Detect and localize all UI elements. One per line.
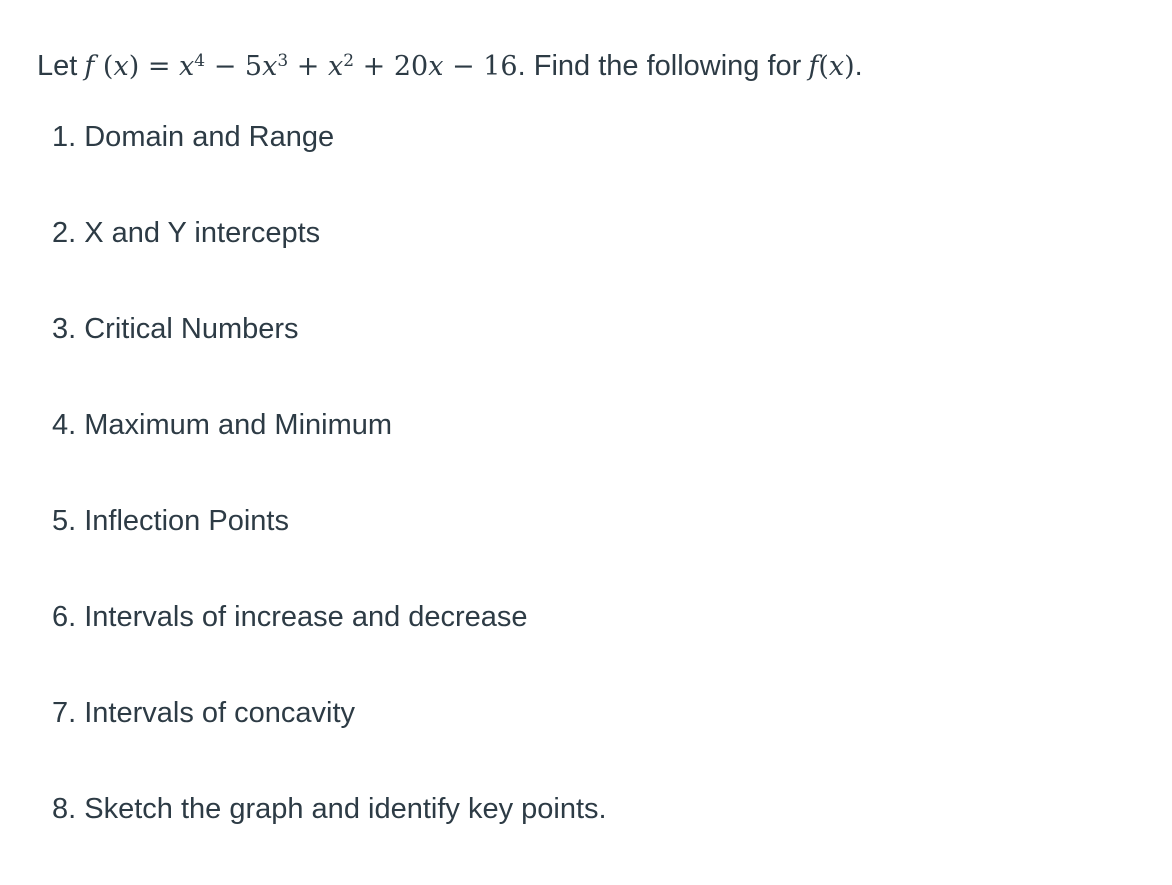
term-2-base: x [262, 51, 278, 82]
term-1-exponent: 4 [194, 51, 206, 71]
task-item-concavity: 7. Intervals of concavity [52, 697, 356, 729]
term-3-exponent: 2 [343, 51, 355, 71]
term-1-base: x [179, 51, 195, 82]
task-item-domain-range: 1. Domain and Range [52, 121, 335, 153]
function-definition: f $(x) = x^4 - 5x^3 + x^2 + 20x - 16$ [84, 51, 518, 82]
function-reference: f(x) [808, 51, 855, 82]
term-5-constant: 16 [483, 51, 518, 82]
term-4-coefficient: 20 [393, 51, 429, 82]
operator-1: − [213, 51, 237, 82]
function-name: f [84, 51, 95, 82]
task-item-max-min: 4. Maximum and Minimum [52, 409, 393, 441]
operator-2: + [296, 51, 320, 82]
equals-sign: = [147, 51, 171, 82]
operator-3: + [362, 51, 386, 82]
lead-word: Let [37, 50, 78, 82]
term-2-coefficient: 5 [244, 51, 263, 82]
problem-statement [37, 44, 863, 89]
function-reference-name: f [808, 51, 819, 82]
task-item-critical-numbers: 3. Critical Numbers [52, 313, 299, 345]
statement-end: . [854, 50, 863, 82]
function-reference-variable: x [828, 51, 845, 82]
task-item-increase-decrease: 6. Intervals of increase and decrease [52, 601, 528, 633]
task-list [52, 117, 607, 885]
task-item-intercepts: 2. X and Y intercepts [52, 217, 321, 249]
function-variable: x [113, 51, 129, 82]
term-3-base: x [327, 51, 344, 82]
task-item-sketch-graph: 8. Sketch the graph and identify key points. [52, 793, 607, 825]
term-2-exponent: 3 [277, 51, 289, 71]
task-item-inflection-points: 5. Inflection Points [52, 505, 289, 537]
instruction-text: . Find the following for [517, 50, 802, 82]
operator-4: − [452, 51, 475, 82]
term-4-base: x [428, 51, 444, 82]
